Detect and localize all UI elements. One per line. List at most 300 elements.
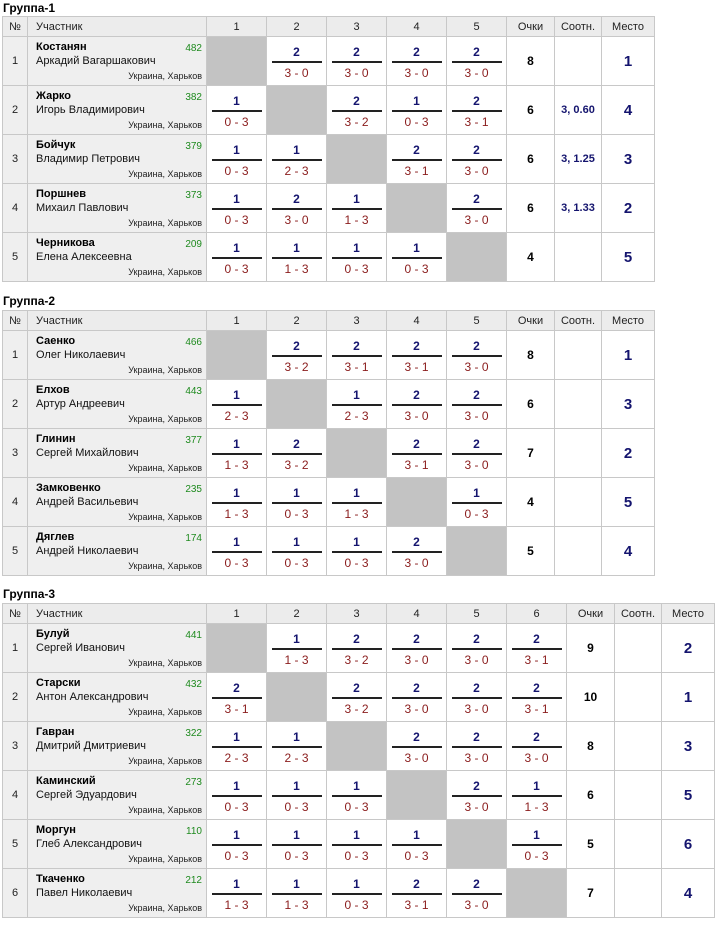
player-rating: 322 [185, 728, 202, 739]
match-points: 2 [353, 45, 360, 59]
participant-cell [28, 820, 207, 869]
match-points: 1 [233, 730, 240, 744]
player-surname: Дяглев [36, 531, 75, 543]
match-result-cell [207, 673, 267, 722]
player-place: 1 [602, 37, 655, 86]
match-divider [212, 453, 262, 455]
match-divider [332, 257, 382, 259]
match-result-cell [327, 184, 387, 233]
match-divider [392, 746, 442, 748]
match-result-cell [267, 527, 327, 576]
header-opponent-col: 1 [207, 604, 267, 624]
player-place: 3 [602, 380, 655, 429]
player-ratio [555, 331, 602, 380]
player-number: 5 [3, 820, 28, 869]
player-given-name: Аркадий Вагаршакович [36, 55, 156, 67]
match-score: 2 - 3 [284, 751, 309, 765]
player-surname: Старски [36, 677, 81, 689]
match-points: 2 [413, 437, 420, 451]
match-points: 1 [353, 779, 360, 793]
player-rating: 110 [186, 826, 202, 837]
match-score: 0 - 3 [224, 800, 249, 814]
match-result-cell [327, 673, 387, 722]
player-number: 4 [3, 184, 28, 233]
player-surname: Елхов [36, 384, 70, 396]
player-number: 3 [3, 429, 28, 478]
header-row [3, 311, 655, 331]
match-score: 3 - 0 [464, 213, 489, 227]
match-points: 2 [353, 339, 360, 353]
match-score: 0 - 3 [224, 115, 249, 129]
player-ratio [615, 771, 662, 820]
player-surname: Замковенко [36, 482, 101, 494]
match-divider [272, 746, 322, 748]
match-divider [272, 795, 322, 797]
player-points: 10 [567, 673, 615, 722]
match-points: 2 [293, 437, 300, 451]
match-score: 3 - 0 [464, 458, 489, 472]
match-score: 0 - 3 [224, 556, 249, 570]
match-result-cell [387, 869, 447, 918]
group-title: Группа-2 [3, 294, 56, 308]
player-ratio [555, 478, 602, 527]
match-result-cell [447, 429, 507, 478]
match-points: 2 [533, 681, 540, 695]
header-opponent-col: 4 [387, 604, 447, 624]
match-divider [332, 844, 382, 846]
player-given-name: Сергей Эдуардович [36, 789, 137, 801]
match-points: 2 [413, 339, 420, 353]
player-number: 4 [3, 478, 28, 527]
match-divider [452, 502, 502, 504]
match-score: 3 - 0 [404, 409, 429, 423]
player-surname: Булуй [36, 628, 70, 640]
player-ratio [615, 624, 662, 673]
match-result-cell [327, 380, 387, 429]
match-divider [212, 551, 262, 553]
player-rating: 174 [185, 533, 202, 544]
match-result-cell [267, 135, 327, 184]
player-points: 7 [567, 869, 615, 918]
match-points: 1 [233, 437, 240, 451]
match-points: 1 [353, 828, 360, 842]
match-result-cell [327, 86, 387, 135]
participant-cell [28, 527, 207, 576]
player-given-name: Дмитрий Дмитриевич [36, 740, 146, 752]
player-row [3, 820, 715, 869]
match-result-cell [207, 233, 267, 282]
match-divider [272, 502, 322, 504]
match-result-cell [387, 135, 447, 184]
player-surname: Жарко [36, 90, 71, 102]
match-result-cell [447, 184, 507, 233]
player-row [3, 184, 655, 233]
player-given-name: Елена Алексеевна [36, 251, 132, 263]
match-score: 0 - 3 [344, 262, 369, 276]
match-divider [332, 648, 382, 650]
header-opponent-col: 5 [447, 17, 507, 37]
header-opponent-col: 4 [387, 311, 447, 331]
player-row [3, 722, 715, 771]
match-result-cell [447, 771, 507, 820]
match-score: 3 - 1 [224, 702, 249, 716]
match-points: 1 [413, 828, 420, 842]
match-divider [392, 697, 442, 699]
player-ratio [555, 527, 602, 576]
match-points: 1 [293, 143, 300, 157]
match-result-cell [447, 37, 507, 86]
player-surname: Моргун [36, 824, 76, 836]
match-points: 2 [473, 45, 480, 59]
participant-cell [28, 722, 207, 771]
match-result-cell [327, 37, 387, 86]
match-result-cell [387, 820, 447, 869]
player-surname: Ткаченко [36, 873, 85, 885]
player-place: 2 [662, 624, 715, 673]
match-score: 0 - 3 [404, 262, 429, 276]
match-score: 3 - 1 [524, 702, 549, 716]
match-result-cell [327, 478, 387, 527]
match-result-cell [207, 820, 267, 869]
match-points: 2 [233, 681, 240, 695]
player-place: 6 [662, 820, 715, 869]
match-score: 0 - 3 [524, 849, 549, 863]
match-score: 3 - 0 [464, 800, 489, 814]
player-given-name: Глеб Александрович [36, 838, 142, 850]
match-points: 1 [293, 632, 300, 646]
match-result-cell [327, 624, 387, 673]
player-place: 5 [602, 478, 655, 527]
match-score: 3 - 2 [344, 653, 369, 667]
match-result-cell [447, 869, 507, 918]
match-divider [392, 844, 442, 846]
player-points: 8 [507, 331, 555, 380]
match-result-cell [507, 673, 567, 722]
match-score: 0 - 3 [284, 800, 309, 814]
player-location: Украина, Харьков [128, 805, 202, 815]
player-place: 5 [602, 233, 655, 282]
match-points: 2 [533, 730, 540, 744]
match-result-cell [387, 624, 447, 673]
match-score: 0 - 3 [224, 164, 249, 178]
header-opponent-col: 1 [207, 311, 267, 331]
match-score: 3 - 0 [464, 653, 489, 667]
player-row [3, 331, 655, 380]
self-match-cell [387, 771, 447, 820]
player-row [3, 478, 655, 527]
player-ratio [615, 820, 662, 869]
player-surname: Черникова [36, 237, 95, 249]
player-surname: Поршнев [36, 188, 87, 200]
match-divider [212, 110, 262, 112]
self-match-cell [327, 722, 387, 771]
header-num: № [3, 604, 28, 624]
match-points: 2 [353, 632, 360, 646]
match-divider [212, 502, 262, 504]
player-location: Украина, Харьков [128, 854, 202, 864]
player-place: 5 [662, 771, 715, 820]
match-result-cell [387, 331, 447, 380]
header-opponent-col: 6 [507, 604, 567, 624]
player-location: Украина, Харьков [128, 463, 202, 473]
match-result-cell [207, 722, 267, 771]
header-num: № [3, 17, 28, 37]
match-divider [272, 355, 322, 357]
header-opponent-col: 2 [267, 17, 327, 37]
player-given-name: Артур Андреевич [36, 398, 125, 410]
player-number: 5 [3, 233, 28, 282]
match-result-cell [267, 722, 327, 771]
match-score: 3 - 0 [284, 213, 309, 227]
match-result-cell [207, 527, 267, 576]
header-opponent-col: 3 [327, 604, 387, 624]
participant-cell [28, 331, 207, 380]
player-place: 2 [602, 429, 655, 478]
match-divider [452, 355, 502, 357]
match-result-cell [507, 820, 567, 869]
group-title: Группа-3 [3, 587, 56, 601]
player-row [3, 233, 655, 282]
group-title: Группа-1 [3, 1, 56, 15]
match-result-cell [507, 771, 567, 820]
match-result-cell [447, 478, 507, 527]
match-divider [332, 697, 382, 699]
player-ratio: 3, 1.25 [555, 135, 602, 184]
match-divider [272, 648, 322, 650]
self-match-cell [207, 37, 267, 86]
match-points: 2 [473, 143, 480, 157]
match-divider [452, 61, 502, 63]
match-result-cell [387, 380, 447, 429]
player-location: Украина, Харьков [128, 218, 202, 228]
match-result-cell [387, 37, 447, 86]
match-points: 1 [473, 486, 480, 500]
match-result-cell [267, 184, 327, 233]
match-divider [212, 893, 262, 895]
match-divider [332, 110, 382, 112]
header-row [3, 17, 655, 37]
match-score: 1 - 3 [344, 507, 369, 521]
self-match-cell [267, 86, 327, 135]
match-divider [392, 551, 442, 553]
match-result-cell [207, 86, 267, 135]
match-score: 3 - 1 [404, 458, 429, 472]
match-points: 2 [533, 632, 540, 646]
match-points: 2 [413, 730, 420, 744]
match-result-cell [207, 478, 267, 527]
match-divider [332, 502, 382, 504]
match-divider [452, 110, 502, 112]
match-points: 2 [293, 45, 300, 59]
match-score: 0 - 3 [284, 556, 309, 570]
match-divider [272, 551, 322, 553]
player-location: Украина, Харьков [128, 707, 202, 717]
match-divider [332, 551, 382, 553]
match-points: 1 [353, 192, 360, 206]
match-result-cell [207, 184, 267, 233]
match-score: 3 - 1 [344, 360, 369, 374]
match-result-cell [207, 869, 267, 918]
group-table [2, 16, 655, 282]
header-ratio: Соотн. [555, 311, 602, 331]
match-score: 3 - 0 [464, 751, 489, 765]
match-score: 1 - 3 [224, 507, 249, 521]
self-match-cell [447, 233, 507, 282]
match-score: 0 - 3 [344, 849, 369, 863]
match-score: 0 - 3 [344, 800, 369, 814]
match-divider [212, 159, 262, 161]
match-divider [212, 404, 262, 406]
match-score: 3 - 0 [404, 66, 429, 80]
match-score: 3 - 0 [464, 898, 489, 912]
match-score: 3 - 0 [404, 556, 429, 570]
match-points: 1 [353, 486, 360, 500]
match-points: 2 [413, 388, 420, 402]
match-points: 1 [533, 828, 540, 842]
match-result-cell [387, 722, 447, 771]
match-result-cell [447, 135, 507, 184]
match-divider [452, 893, 502, 895]
match-points: 1 [293, 779, 300, 793]
match-divider [452, 697, 502, 699]
player-row [3, 429, 655, 478]
match-divider [392, 453, 442, 455]
match-result-cell [267, 233, 327, 282]
match-divider [332, 404, 382, 406]
self-match-cell [387, 478, 447, 527]
match-score: 2 - 3 [224, 751, 249, 765]
player-location: Украина, Харьков [128, 658, 202, 668]
match-result-cell [327, 869, 387, 918]
match-result-cell [447, 624, 507, 673]
match-points: 2 [353, 94, 360, 108]
match-points: 2 [293, 192, 300, 206]
player-ratio [555, 233, 602, 282]
player-location: Украина, Харьков [128, 414, 202, 424]
player-row [3, 624, 715, 673]
match-score: 3 - 1 [464, 115, 489, 129]
match-score: 0 - 3 [224, 849, 249, 863]
match-score: 3 - 0 [464, 66, 489, 80]
match-points: 1 [293, 877, 300, 891]
player-ratio [555, 380, 602, 429]
match-result-cell [327, 820, 387, 869]
player-rating: 235 [185, 484, 202, 495]
match-result-cell [447, 722, 507, 771]
header-points: Очки [507, 311, 555, 331]
header-opponent-col: 3 [327, 311, 387, 331]
match-score: 0 - 3 [284, 849, 309, 863]
match-score: 0 - 3 [464, 507, 489, 521]
player-points: 5 [567, 820, 615, 869]
player-rating: 377 [185, 435, 202, 446]
match-points: 1 [413, 241, 420, 255]
match-result-cell [267, 37, 327, 86]
player-row [3, 86, 655, 135]
header-opponent-col: 2 [267, 604, 327, 624]
self-match-cell [447, 527, 507, 576]
participant-cell [28, 771, 207, 820]
match-score: 3 - 0 [344, 66, 369, 80]
match-points: 2 [293, 339, 300, 353]
header-place: Место [662, 604, 715, 624]
player-number: 1 [3, 624, 28, 673]
header-ratio: Соотн. [555, 17, 602, 37]
match-points: 2 [473, 437, 480, 451]
group-table [2, 310, 655, 576]
player-points: 8 [567, 722, 615, 771]
match-result-cell [447, 331, 507, 380]
player-place: 1 [602, 331, 655, 380]
match-points: 1 [233, 877, 240, 891]
match-points: 1 [233, 779, 240, 793]
match-divider [452, 746, 502, 748]
header-opponent-col: 5 [447, 604, 507, 624]
player-row [3, 869, 715, 918]
player-rating: 443 [185, 386, 202, 397]
match-score: 0 - 3 [404, 849, 429, 863]
header-place: Место [602, 311, 655, 331]
player-number: 1 [3, 331, 28, 380]
match-points: 2 [413, 45, 420, 59]
player-number: 1 [3, 37, 28, 86]
match-divider [212, 746, 262, 748]
match-points: 2 [473, 94, 480, 108]
match-result-cell [327, 527, 387, 576]
match-divider [212, 844, 262, 846]
match-score: 0 - 3 [344, 556, 369, 570]
match-score: 3 - 0 [284, 66, 309, 80]
match-result-cell [447, 673, 507, 722]
match-points: 1 [353, 535, 360, 549]
player-points: 6 [507, 135, 555, 184]
header-participant: Участник [28, 311, 207, 331]
match-result-cell [387, 673, 447, 722]
player-number: 2 [3, 673, 28, 722]
match-points: 1 [293, 535, 300, 549]
match-result-cell [327, 233, 387, 282]
player-number: 2 [3, 380, 28, 429]
player-given-name: Михаил Павлович [36, 202, 129, 214]
player-points: 9 [567, 624, 615, 673]
match-score: 2 - 3 [284, 164, 309, 178]
player-location: Украина, Харьков [128, 903, 202, 913]
match-result-cell [207, 380, 267, 429]
match-divider [272, 844, 322, 846]
self-match-cell [327, 135, 387, 184]
match-result-cell [327, 771, 387, 820]
match-score: 3 - 0 [404, 751, 429, 765]
match-score: 3 - 2 [344, 702, 369, 716]
match-result-cell [447, 380, 507, 429]
match-score: 3 - 1 [524, 653, 549, 667]
match-divider [392, 61, 442, 63]
player-given-name: Павел Николаевич [36, 887, 133, 899]
match-result-cell [267, 331, 327, 380]
player-row [3, 527, 655, 576]
player-place: 4 [662, 869, 715, 918]
player-ratio [555, 429, 602, 478]
match-divider [212, 208, 262, 210]
match-result-cell [207, 135, 267, 184]
match-divider [332, 795, 382, 797]
player-location: Украина, Харьков [128, 71, 202, 81]
player-given-name: Владимир Петрович [36, 153, 140, 165]
player-rating: 432 [185, 679, 202, 690]
self-match-cell [267, 673, 327, 722]
participant-cell [28, 184, 207, 233]
header-opponent-col: 5 [447, 311, 507, 331]
